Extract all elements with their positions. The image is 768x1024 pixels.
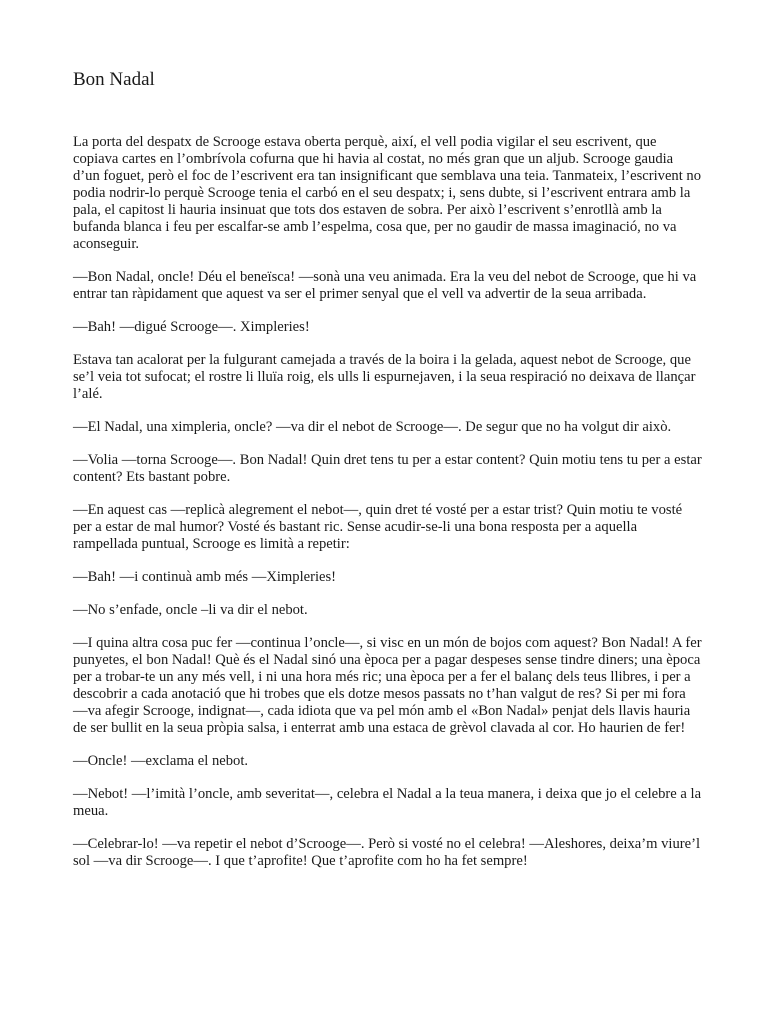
paragraph: —Bah! —i continuà amb més —Ximpleries! xyxy=(73,569,337,585)
paragraph: —I quina altra cosa puc fer —continua l’oncle—, si visc en un món de bojos com aquest? Bon Nadal! A fer punyetes, el bon Nadal! Què és el Nadal sinó una època per a pagar despeses sense tindre diners; una època per a trobar-te un any més vell, i ni una hora més ric; una època per a fer el balanç dels teus llibres, i per a descobrir a cada anotació que hi trobes que els dotze mesos passats no t’han valgut de res? Si per mi fora —va afegir Scrooge, indignat—, cada idiota que va pel món amb el «Bon Nadal» penjat dels llavis hauria de ser bullit en la seua pròpia salsa, i enterrat amb una estaca de grèvol clavada al cor. Ho haurien de fer! xyxy=(73,635,702,736)
paragraph: —Oncle! —exclama el nebot. xyxy=(73,753,249,769)
document-page xyxy=(73,66,703,886)
paragraph: —Volia —torna Scrooge—. Bon Nadal! Quin dret tens tu per a estar content? Quin motiu tens tu per a estar content? Ets bastant pobre. xyxy=(73,452,702,485)
paragraph: —Bon Nadal, oncle! Déu el beneïsca! —sonà una veu animada. Era la veu del nebot de Scrooge, que hi va entrar tan ràpidament que aquest va ser el primer senyal que el vell va advertir de la seua arribada. xyxy=(73,269,697,302)
paragraph: —En aquest cas —replicà alegrement el nebot—, quin dret té vosté per a estar trist? Quin motiu te vosté per a estar de mal humor? Vosté és bastant ric. Sense acudir-se-li una bona resposta per a aquella rampellada puntual, Scrooge es limità a repetir: xyxy=(73,502,683,552)
document-title: Bon Nadal xyxy=(73,69,155,90)
paragraph: Estava tan acalorat per la fulgurant camejada a través de la boira i la gelada, aquest nebot de Scrooge, que se’l veia tot sufocat; el rostre li lluïa roig, els ulls li espurnejaven, i la seua respiració no deixava de llançar l’alé. xyxy=(73,352,696,402)
paragraph: —Celebrar-lo! —va repetir el nebot d’Scrooge—. Però si vosté no el celebra! —Aleshores, deixa’m viure’l sol —va dir Scrooge—. I que t’aprofite! Que t’aprofite com ho ha fet sempre! xyxy=(73,836,701,869)
paragraph: —Nebot! —l’imità l’oncle, amb severitat—, celebra el Nadal a la teua manera, i deixa que jo el celebre a la meua. xyxy=(73,786,702,819)
paragraph: —Bah! —digué Scrooge—. Ximpleries! xyxy=(73,319,310,335)
paragraph: La porta del despatx de Scrooge estava oberta perquè, així, el vell podia vigilar el seu escrivent, que copiava cartes en l’ombrívola cofurna que hi havia al costat, no més gran que un aljub. Scrooge gaudia d’un foguet, però el foc de l’escrivent era tan insignificant que semblava una teia. Tanmateix, l’escrivent no podia nodrir-lo perquè Scrooge tenia el carbó en el seu despatx; i, sens dubte, si l’escrivent entrara amb la pala, el capitost li hauria insinuat que tots dos estaven de sobra. Per això l’escrivent s’enrotllà amb la bufanda blanca i feu per escalfar-se amb l’espelma, cosa que, per no gaudir de massa imaginació, no va aconseguir. xyxy=(73,134,702,252)
paragraph: —No s’enfade, oncle –li va dir el nebot. xyxy=(73,602,308,618)
paragraph: —El Nadal, una ximpleria, oncle? —va dir el nebot de Scrooge—. De segur que no ha volgut dir això. xyxy=(73,419,672,435)
